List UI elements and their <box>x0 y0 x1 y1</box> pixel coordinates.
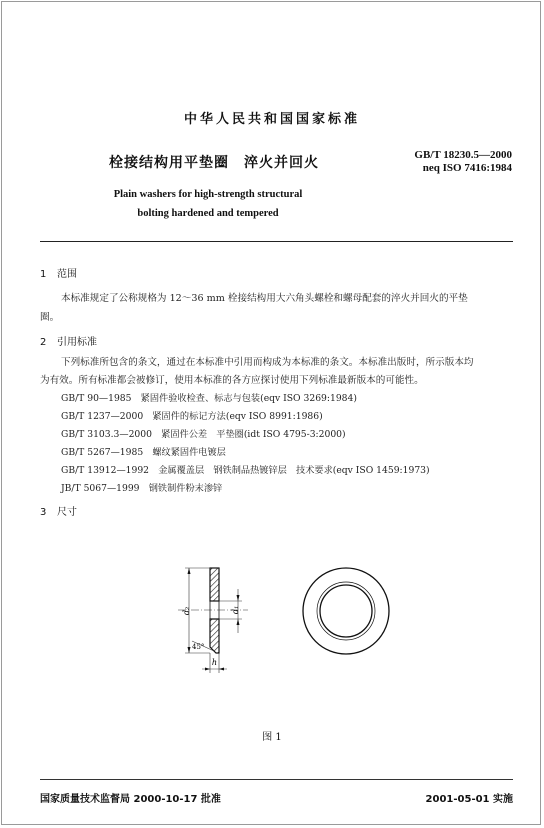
washer-section-view <box>178 568 248 673</box>
section-1-paragraph-line-2: 圈。 <box>40 312 60 323</box>
standard-title-cn: 栓接结构用平垫圈 淬火并回火 <box>109 155 319 171</box>
standard-equivalence: neq ISO 7416:1984 <box>422 162 512 174</box>
implementation-date: 2001-05-01 实施 <box>425 794 513 805</box>
chamfer-angle-label: 45° <box>192 643 205 651</box>
approval-note: 国家质量技术监督局 2000-10-17 批准 <box>40 794 221 805</box>
section-title: 尺寸 <box>57 507 77 518</box>
section-number: 3 <box>40 507 47 518</box>
d1-label: d₁ <box>231 605 240 615</box>
h-label: h <box>211 658 218 667</box>
reference-item: JB/T 5067—1999 钢铁制件粉末渗锌 <box>61 483 223 494</box>
washer-section-upper <box>210 568 219 601</box>
standard-number-block <box>400 149 512 175</box>
d2-label: d₂ <box>182 606 191 616</box>
section-2-paragraph-line-2: 为有效。所有标准都会被修订，使用本标准的各方应探讨使用下列标准最新版本的可能性。 <box>40 375 424 386</box>
section-3-heading <box>40 503 77 518</box>
section-number: 2 <box>40 337 47 348</box>
title-en-line-1: Plain washers for high-strength structural <box>113 189 303 200</box>
national-standard-heading: 中华人民共和国国家标准 <box>183 112 360 127</box>
standard-number: GB/T 18230.5—2000 <box>414 149 512 161</box>
reference-item: GB/T 1237—2000 紧固件的标记方法(eqv ISO 8991:1986) <box>61 411 323 422</box>
section-1-heading <box>40 265 77 280</box>
washer-inner-circle <box>320 585 372 637</box>
washer-top-view <box>303 568 389 654</box>
reference-item: GB/T 5267—1985 螺纹紧固件电镀层 <box>61 447 226 458</box>
washer-chamfer-circle <box>317 582 375 640</box>
washer-drawing <box>150 545 400 680</box>
reference-item: GB/T 90—1985 紧固件验收检查、标志与包装(eqv ISO 3269:1984) <box>61 393 357 404</box>
washer-outer-circle <box>303 568 389 654</box>
section-2-paragraph-line-1: 下列标准所包含的条文，通过在本标准中引用而构成为本标准的条文。本标准出版时，所示版本均 <box>61 357 474 368</box>
standard-title-en <box>108 185 308 223</box>
section-title: 引用标准 <box>57 337 97 348</box>
reference-item: GB/T 3103.3—2000 紧固件公差 平垫圈(idt ISO 4795-3:2000) <box>61 429 346 440</box>
reference-item: GB/T 13912—1992 金属覆盖层 钢铁制品热镀锌层 技术要求(eqv ISO 1459:1973) <box>61 465 430 476</box>
section-title: 范围 <box>57 269 77 280</box>
washer-section-lower <box>210 619 219 653</box>
section-2-heading <box>40 333 97 348</box>
header-divider <box>40 241 513 242</box>
footer-divider <box>40 779 513 780</box>
figure-caption: 图 1 <box>262 732 282 743</box>
title-en-line-2: bolting hardened and tempered <box>137 208 279 219</box>
section-1-paragraph-line-1: 本标准规定了公称规格为 12～36 mm 栓接结构用大六角头螺栓和螺母配套的淬火并回火的平垫 <box>61 293 468 304</box>
section-number: 1 <box>40 269 47 280</box>
